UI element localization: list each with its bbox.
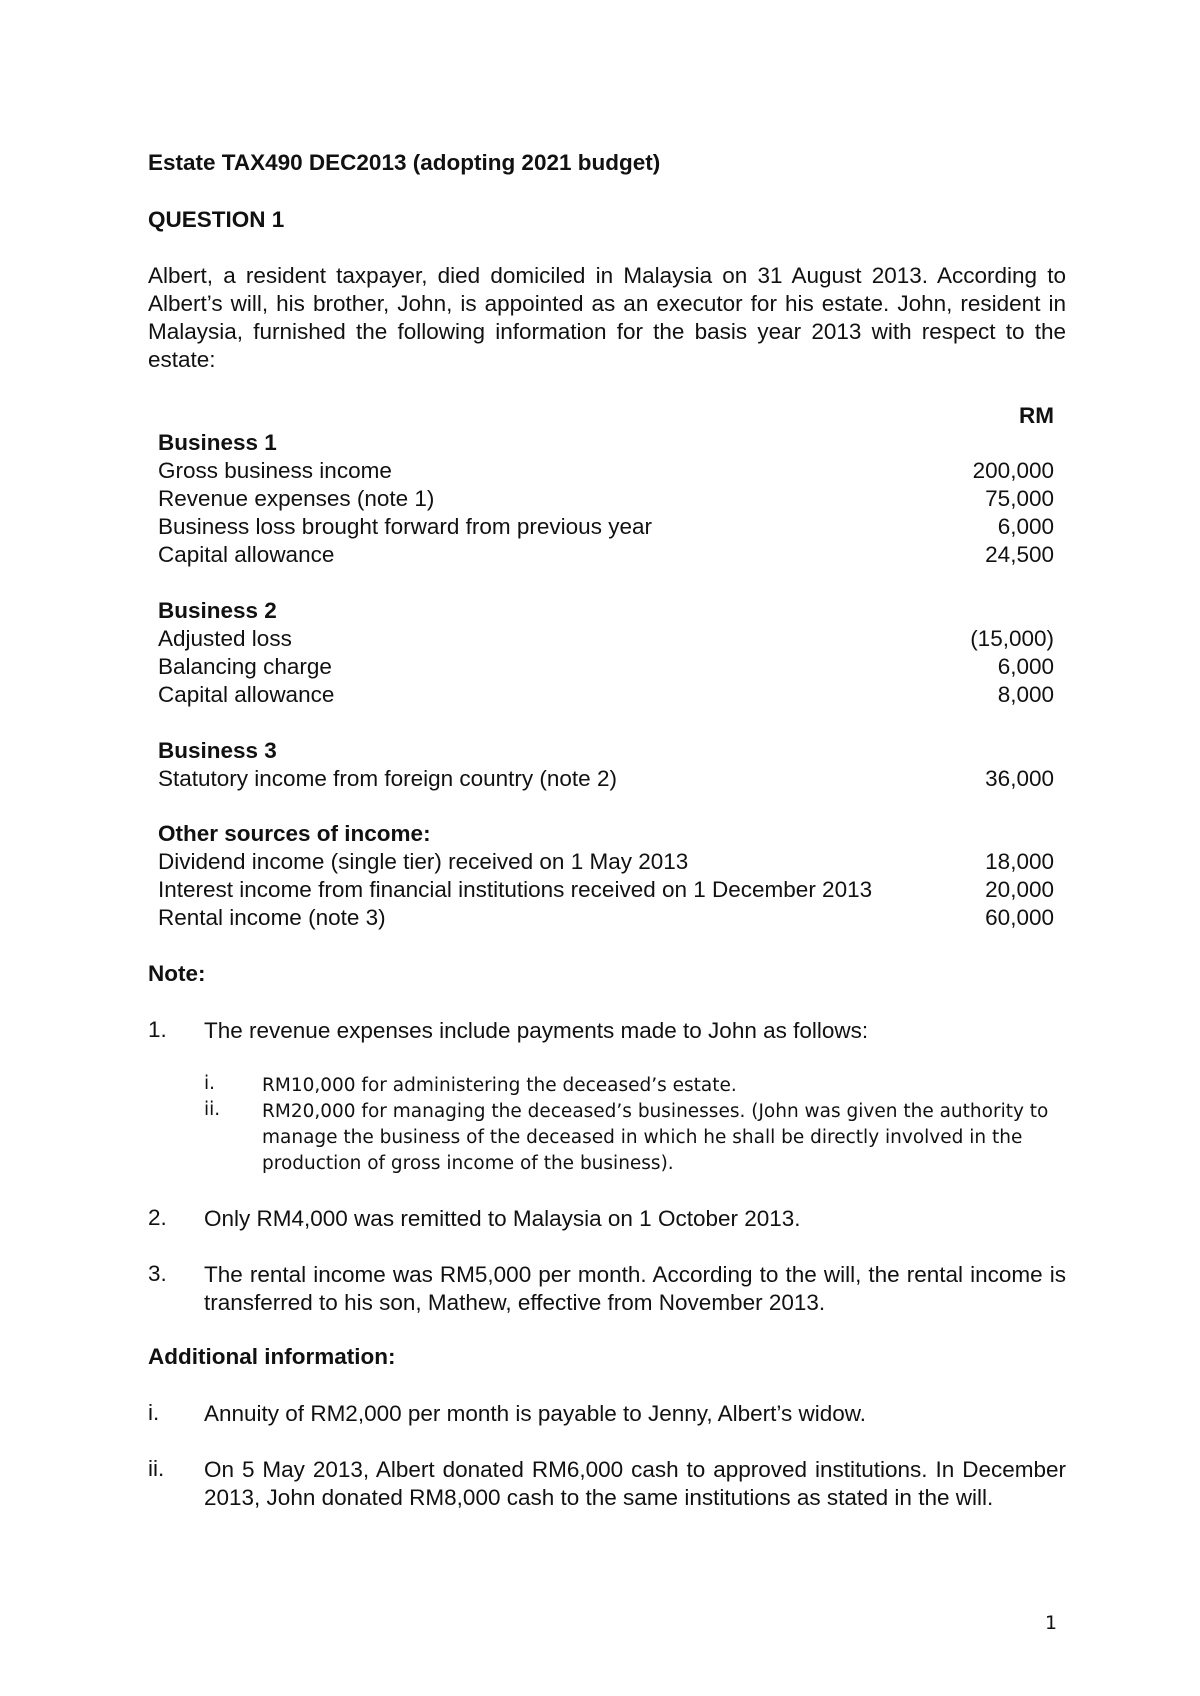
table-row [158, 458, 1054, 486]
business3-heading: Business 3 [158, 738, 277, 763]
table-row [158, 542, 1054, 570]
row-label: Gross business income [158, 458, 392, 483]
page-number: 1 [1045, 1612, 1058, 1634]
row-label: Adjusted loss [158, 626, 292, 651]
business1-heading: Business 1 [158, 430, 277, 455]
table-row [158, 654, 1054, 682]
row-label: Capital allowance [158, 542, 335, 567]
subitem-text: RM10,000 for administering the deceased’s estate. [262, 1075, 737, 1096]
subitem-number: ii. [204, 1099, 221, 1120]
row-label: Business loss brought forward from previous year [158, 514, 652, 539]
note-text: The revenue expenses include payments made to John as follows: [204, 1018, 869, 1043]
note-text: The rental income was RM5,000 per month. According to the will, the rental income is transferred to his son, Mathew, effective from November 2013. [204, 1262, 1066, 1315]
table-row [158, 877, 1054, 905]
additional-number: ii. [148, 1456, 165, 1481]
note-number: 1. [148, 1017, 167, 1042]
row-amount: 60,000 [985, 905, 1054, 930]
row-amount: 75,000 [985, 486, 1054, 511]
intro-paragraph: Albert, a resident taxpayer, died domiciled in Malaysia on 31 August 2013. According to Albert’s will, his brother, John, is appointed as an executor for his estate. John, resident in Malaysia, furnished the following information for the basis year 2013 with respect to the estate: [148, 263, 1066, 372]
row-amount: (15,000) [970, 626, 1054, 651]
table-row [158, 514, 1054, 542]
row-label: Rental income (note 3) [158, 905, 386, 930]
other-income-heading: Other sources of income: [158, 821, 431, 846]
table-row [158, 682, 1054, 710]
additional-info-heading: Additional information: [148, 1344, 396, 1369]
currency-header: RM [1019, 403, 1054, 428]
document-title: Estate TAX490 DEC2013 (adopting 2021 budget) [148, 150, 661, 175]
row-amount: 6,000 [997, 514, 1054, 539]
subitem-text: RM20,000 for managing the deceased’s businesses. (John was given the authority to manage the business of the deceased in which he shall be directly involved in the production of gross income of the business). [262, 1101, 1049, 1174]
note-heading: Note: [148, 961, 206, 986]
row-label: Revenue expenses (note 1) [158, 486, 435, 511]
note-text: Only RM4,000 was remitted to Malaysia on 1 October 2013. [204, 1206, 801, 1231]
row-label: Dividend income (single tier) received on 1 May 2013 [158, 849, 689, 874]
question-heading: QUESTION 1 [148, 207, 285, 232]
row-amount: 20,000 [985, 877, 1054, 902]
row-amount: 18,000 [985, 849, 1054, 874]
row-label: Interest income from financial institutions received on 1 December 2013 [158, 877, 873, 902]
additional-text: Annuity of RM2,000 per month is payable to Jenny, Albert’s widow. [204, 1401, 867, 1426]
business2-heading: Business 2 [158, 598, 277, 623]
additional-text: On 5 May 2013, Albert donated RM6,000 cash to approved institutions. In December 2013, John donated RM8,000 cash to the same institutions as stated in the will. [204, 1457, 1066, 1510]
row-amount: 6,000 [997, 654, 1054, 679]
row-label: Balancing charge [158, 654, 332, 679]
table-row [158, 766, 1054, 794]
row-label: Statutory income from foreign country (note 2) [158, 766, 617, 791]
row-amount: 24,500 [985, 542, 1054, 567]
table-row [158, 486, 1054, 514]
subitem-number: i. [204, 1073, 216, 1094]
row-amount: 200,000 [972, 458, 1054, 483]
row-amount: 8,000 [997, 682, 1054, 707]
table-row [158, 905, 1054, 933]
note-number: 3. [148, 1261, 167, 1286]
additional-number: i. [148, 1400, 160, 1425]
table-row [158, 626, 1054, 654]
note-number: 2. [148, 1205, 167, 1230]
row-label: Capital allowance [158, 682, 335, 707]
row-amount: 36,000 [985, 766, 1054, 791]
table-row [158, 849, 1054, 877]
